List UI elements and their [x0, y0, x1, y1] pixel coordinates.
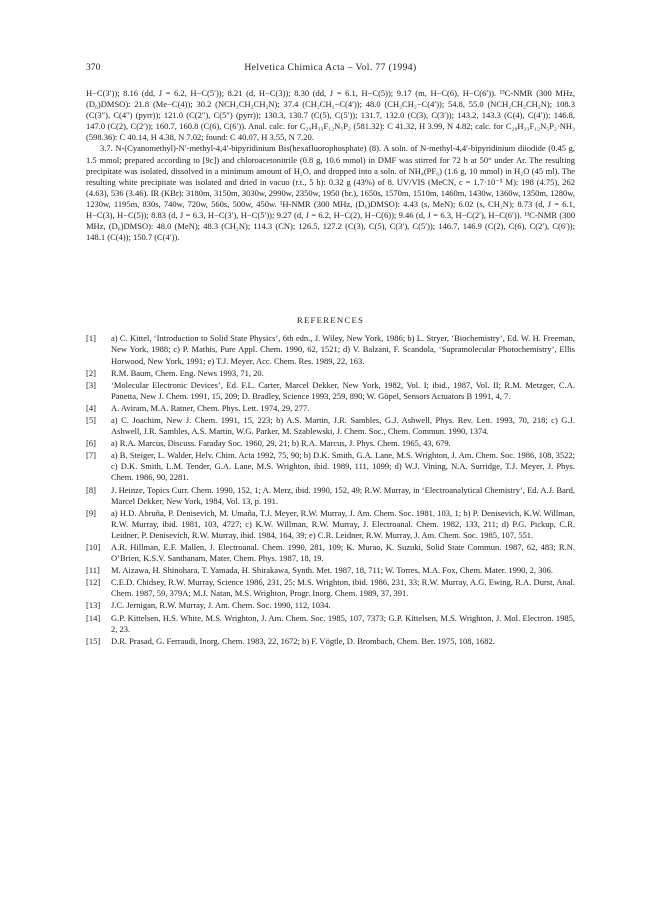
reference-item: [86, 565, 575, 576]
reference-item: [86, 613, 575, 635]
running-title: Helvetica Chimica Acta – Vol. 77 (1994): [244, 62, 417, 73]
reference-number: [5]: [86, 414, 96, 425]
reference-text: a) R.A. Marcus, Discuss. Faraday Soc. 1960, 29, 21; b) R.A. Marcus, J. Phys. Chem. 1965, 43, 679.: [111, 438, 451, 449]
reference-number: [6]: [86, 438, 96, 449]
reference-item: [86, 450, 575, 483]
journal-page: [86, 62, 575, 648]
reference-text: C.E.D. Chidsey, R.W. Murray, Science 1986, 231, 25; M.S. Wrighton, ibid. 1986, 231, 33; R.W. Murray, A.G. Ewing, R.A. Durst, Anal. Chem. 1987, 59, 379A; M.J. Natan, M.S. Wrighton, Progr. Inorg. Chem. 1989, 37, 391.: [111, 577, 575, 599]
reference-text: R.M. Baum, Chem. Eng. News 1993, 71, 20.: [111, 367, 264, 378]
reference-number: [7]: [86, 450, 96, 461]
reference-number: [11]: [86, 565, 100, 576]
reference-number: [2]: [86, 367, 96, 378]
reference-number: [4]: [86, 402, 96, 413]
reference-text: a) B. Steiger, L. Walder, Helv. Chim. Acta 1992, 75, 90; b) D.K. Smith, G.A. Lane, M.S. Wrighton, J. Am. Chem. Soc. 1986, 108, 3522; c) D.K. Smith, L.M. Tender, G.A. Lane, M.S. Wrighton, ibid. 1989, 111, 1099; d) W.J. Vining, N.A. Surridge, T.J. Meyer, J. Phys. Chem. 1986, 90, 2281.: [111, 450, 575, 483]
reference-text: a) C. Joachim, New J. Chem. 1991, 15, 223; b) A.S. Martin, J.R. Sambles, G.J. Ashwell, Phys. Rev. Lett. 1993, 70, 218; c) G.J. Ashwell, J.R. Sambles, A.S. Martin, W.G. Parker, M. Szablewski, J. Chem. Soc., Chem. Commun. 1990, 1374.: [111, 414, 575, 437]
reference-number: [8]: [86, 484, 96, 495]
reference-item: [86, 577, 575, 599]
reference-item: [86, 415, 575, 437]
page-number: 370: [86, 62, 101, 73]
reference-text: J. Heinze, Topics Curr. Chem. 1990, 152, 1; A. Merz, ibid. 1990, 152, 49; R.W. Murray, in ‘Electroanalytical Chemistry’, Ed. A.J. Bard, Marcel Dekker, New York, 1984, Vol. 13, p. 191.: [111, 484, 575, 506]
reference-item: [86, 403, 575, 414]
reference-number: [15]: [86, 635, 101, 646]
reference-text: A. Aviram, M.A. Ratner, Chem. Phys. Lett. 1974, 29, 277.: [111, 402, 310, 413]
reference-item: [86, 485, 575, 507]
reference-number: [13]: [86, 600, 101, 611]
reference-text: a) C. Kittel, ‘Introduction to Solid State Physics’, 6th edn., J. Wiley, New York, 1986; b) L. Stryer, ‘Biochemistry’, Ed. W. H. Freeman, New York, 1988; c) P. Mathis, Pure Appl. Chem. 1990, 62, 1521; d) V. Balzani, F. Scandola, ‘Supramolecular Photochemistry’, Ellis Horwood, New York, 1991; e) T.J. Meyer, Acc. Chem. Res. 1989, 22, 163.: [111, 333, 575, 366]
reference-item: [86, 380, 575, 402]
reference-item: [86, 368, 575, 379]
reference-text: a) H.D. Abruña, P. Denisevich, M. Umaña, T.J. Meyer, R.W. Murray, J. Am. Chem. Soc. 1981, 103, 1; b) P. Denisevich, K.W. Willman, R.W. Murray, ibid. 1981, 103, 4727; c) K.W. Willman, R.W. Murray, J. Electroanal. Chem. 1982, 133, 211; d) P.G. Pickup, C.R. Leidner, P. Denisevich, R.W. Murray, ibid. 1984, 164, 39; e) C.R. Leidner, R.W. Murray, J. Am. Chem. Soc. 1985, 107, 551.: [111, 507, 575, 540]
reference-item: [86, 600, 575, 611]
reference-text: ‘Molecular Electronic Devices’, Ed. F.L. Carter, Marcel Dekker, New York, 1982, Vol. I; ibid., 1987, Vol. II; R.M. Metzger, C.A. Panetta, New J. Chem. 1991, 15, 209; D. Bradley, Science 1993, 259, 890; W. Göpel, Sensors Actuators B 1991, 4, 7.: [111, 379, 575, 401]
reference-list: [86, 333, 575, 647]
reference-text: M. Aizawa, H. Shinohara, T. Yamada, H. Shirakawa, Synth. Met. 1987, 18, 711; W. Torres, M.A. Fox, Chem. Mater. 1990, 2, 306.: [111, 565, 554, 576]
nmr-data-paragraph: H−C(3′)); 8.16 (dd, J = 6.2, H−C(5′)); 8.21 (d, H−C(3)); 8.30 (dd, J = 6.1, H−C(5)); 9.17 (m, H−C(6), H−C(6′)). ¹³C-NMR (300 MHz, (D₆)DMSO): 21.8 (Me−C(4)); 30.2 (NCH₂CH₂CH₂N); 37.4 (CH₂CH₂−C(4′)); 48.0 (CH₂CH₂−C(4′)); 54.8, 55.0 (NCH₂CH₂CH₂N); 108.3 (C(3″), C(4″) (pyrr)); 121.0 (C(2″), C(5″) (pyrr)); 130.3, 130.7 (C(5), C(5′)); 131.7, 132.0 (C(3), C(3′)); 143.2, 143.3 (C(4), C(4′)); 146.8, 147.0 (C(2), C(2′)); 160.7, 160.8 (C(6), C(6′)). Anal. calc. for C₂₉H₃₃F₁₂N₅P₂ (581.32): C 41.32, H 3.99, N 4.82; calc. for C₂₉H₃₃F₁₂N₅P₂·NH₃ (598.36): C 40.14, H 4.38, N 7.02; found: C 40.07, H 3.55, N 7.20.: [86, 88, 575, 143]
reference-item: [86, 438, 575, 449]
references-heading: REFERENCES: [296, 315, 365, 326]
reference-item: [86, 333, 575, 366]
page-header: [86, 62, 575, 78]
reference-item: [86, 636, 575, 647]
reference-number: [3]: [86, 379, 96, 390]
reference-item: [86, 508, 575, 541]
reference-text: A.R. Hillman, E.F. Mallen, J. Electroanal. Chem. 1990, 281, 109; K. Murao, K. Suzuki, Solid State Commun. 1987, 62, 483; R.N. O’Brien, K.S.V. Santhanam, Mater. Chem. Phys. 1987, 18, 19.: [111, 542, 575, 564]
reference-number: [12]: [86, 577, 101, 588]
reference-number: [10]: [86, 542, 101, 552]
reference-text: G.P. Kittelsen, H.S. White, M.S. Wrighton, J. Am. Chem. Soc. 1985, 107, 7373; G.P. Kittelsen, M.S. Wrighton, J. Mol. Electron. 1985, 2, 23.: [111, 612, 575, 634]
reference-number: [9]: [86, 507, 96, 518]
compound-8-procedure-paragraph: 3.7. N-(Cyanomethyl)-N′-methyl-4,4′-bipyridinium Bis(hexafluorophosphate) (8). A soln. of N-methyl-4,4′-bipyridinium diiodide (0.45 g, 1.5 mmol; prepared according to [9c]) and chloroacetonitrile (0.8 g, 10.6 mmol) in DMF was stirred for 72 h at 50° under Ar. The resulting precipitate was isolated, dissolved in a minimum amount of H₂O, and dropped into a soln. of NH₄(PF₆) (1.6 g, 10 mmol) in H₂O (45 ml). The resulting white precipitate was isolated and dried in vacuo (r.t., 5 h): 0.32 g (43%) of 8. UV/VIS (MeCN, c = 1.7·10⁻⁵ M): 198 (4.75), 262 (4.63), 536 (3.46). IR (KBr): 3180m, 3150m, 3030w, 2990w, 2350w, 1950 (br.), 1650s, 1570m, 1510m, 1460m, 1430w, 1360w, 1350m, 1280w, 1230w, 1195m, 830s, 740w, 720w, 560s, 500w, 450w. ¹H-NMR (300 MHz, (D₆)DMSO): 4.43 (s, MeN); 6.02 (s, CH₂N); 8.73 (d, J = 6.1, H−C(3), H−C(5)); 8.83 (d, J = 6.3, H−C(3′), H−C(5′)); 9.27 (d, J = 6.2, H−C(2), H−C(6)); 9.46 (d, J = 6.3, H−C(2′), H−C(6′)). ¹³C-NMR (300 MHz, (D₆)DMSO): 48.0 (MeN); 48.3 (CH₂N); 114.3 (CN); 126.5, 127.2 (C(3), C(5), C(3′), C(5′)); 146.7, 146.9 (C(2), C(6), C(2′), C(6′)); 148.1 (C(4)); 150.7 (C(4′)).: [86, 143, 575, 243]
reference-number: [14]: [86, 612, 101, 623]
reference-text: J.C. Jernigan, R.W. Murray, J. Am. Chem. Soc. 1990, 112, 1034.: [111, 600, 331, 611]
reference-text: D.R. Prasad, G. Ferraudi, Inorg. Chem. 1983, 22, 1672; b) F. Vögtle, D. Brombach, Chem. Ber. 1975, 108, 1682.: [111, 635, 495, 646]
reference-number: [1]: [86, 333, 96, 344]
reference-item: [86, 542, 575, 564]
